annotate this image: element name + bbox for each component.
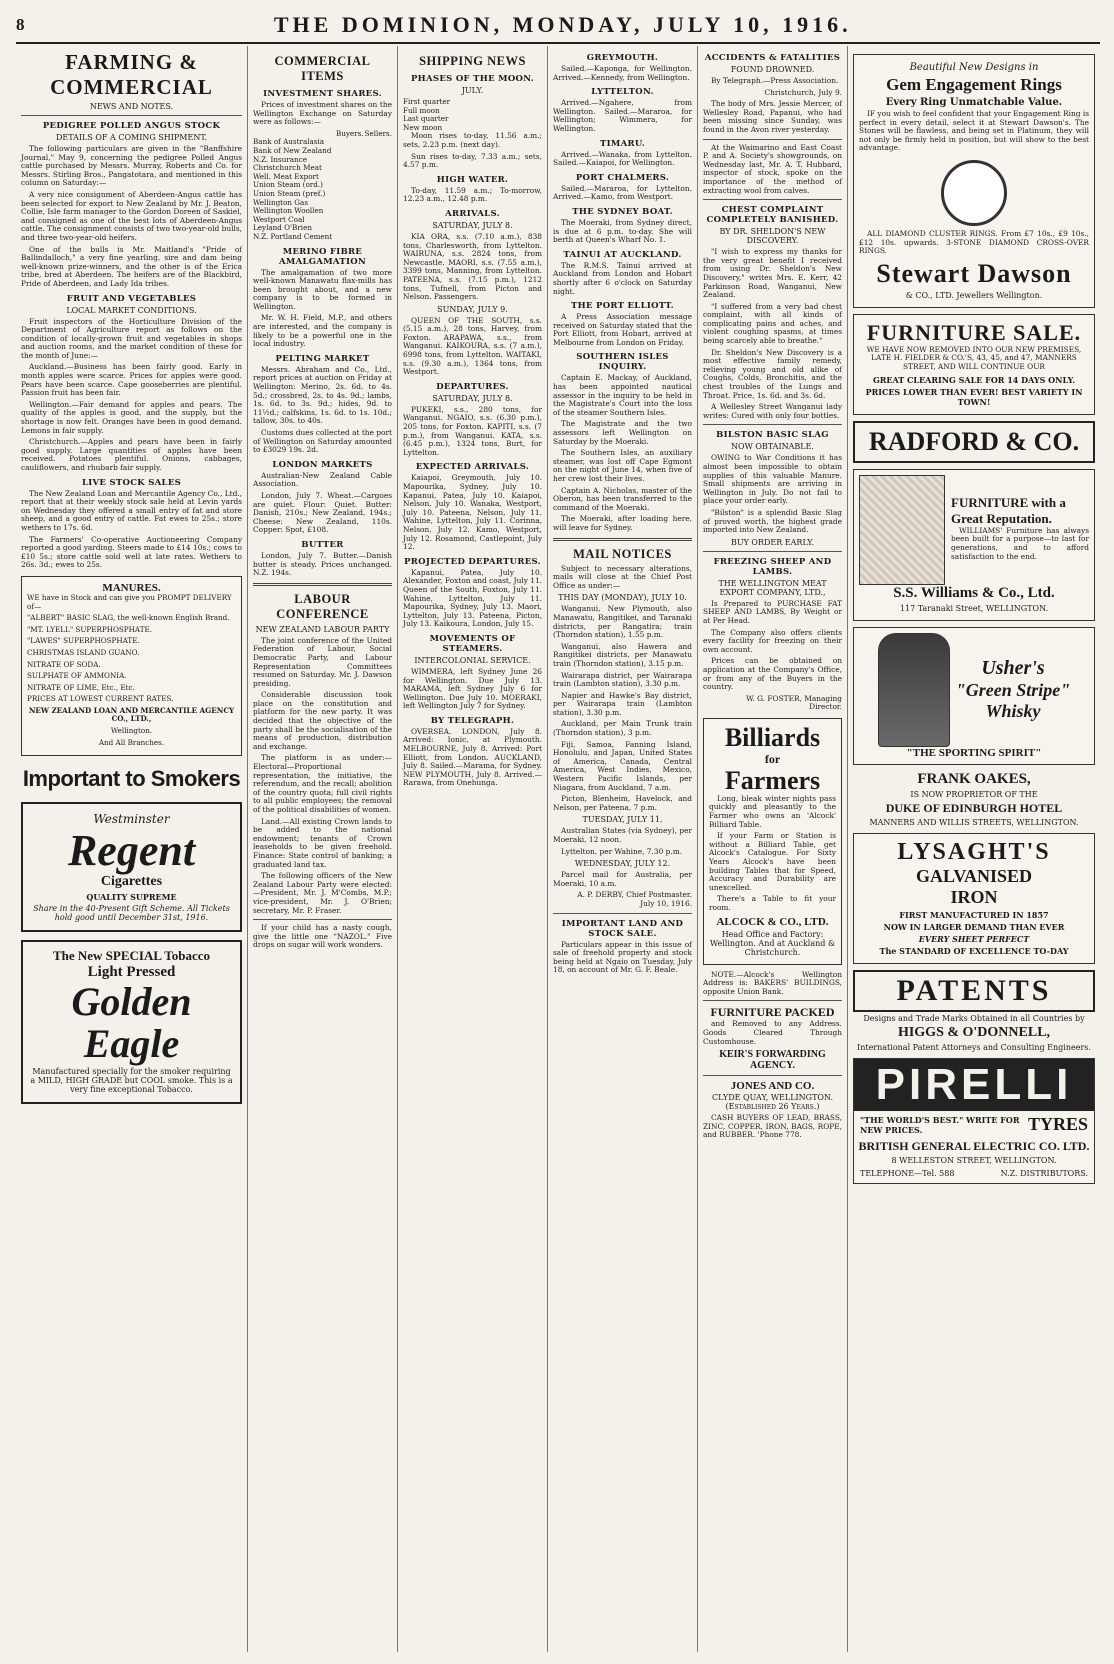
regent-line1: Cigarettes	[100, 874, 163, 890]
paragraph: There's a Table to fit your room.	[709, 894, 836, 912]
article-subheading: EXPECTED ARRIVALS.	[415, 462, 530, 473]
paragraph: Fruit inspectors of the Horticulture Division of the Department of Agriculture report as follows on the condition of locally-grown fruit and vegetables in shops and auction rooms, and the market condition of these for the month of June:—	[21, 316, 242, 360]
billiards-address: Head Office and Factory: Wellington. And at Auckland & Christchurch.	[709, 929, 836, 957]
paragraph: A Wellesley Street Wanganui lady writes: Cured with only four bottles.	[703, 402, 842, 420]
eagle-logo: Golden Eagle	[71, 979, 192, 1067]
paragraph: Australian-New Zealand Cable Association.	[253, 470, 392, 489]
paragraph: Dr. Sheldon's New Discovery is a most effective family remedy, relieving young and old alike of Coughs, Colds, Bronchitis, and the chest troubles of the Lungs and Throat. Price, 1s. 6d. and 3s. 6d.	[703, 347, 842, 400]
oakes-heading: FRANK OAKES,	[917, 770, 1031, 787]
date-line: INTERCOLONIAL SERVICE.	[414, 655, 531, 665]
williams-address: 117 Taranaki Street, WELLINGTON.	[899, 603, 1049, 613]
advert-line: SULPHATE OF AMMONIA.	[27, 671, 127, 681]
jones-heading: JONES AND CO.	[730, 1080, 815, 1093]
jones-address: CLYDE QUAY, WELLINGTON. (Established 26 Years.)	[711, 1093, 833, 1112]
article-heading: COMMERCIAL ITEMS	[274, 54, 371, 83]
pirelli-company: BRITISH GENERAL ELECTRIC CO. LTD.	[858, 1138, 1090, 1153]
regent-cigarettes-advert	[21, 802, 242, 932]
paragraph: QUEEN OF THE SOUTH, s.s. (5.15 a.m.), 28 tons, Harvey, from Foxton. ARAPAWA, s.s., from Wanganui. KAIKOURA, s.s. (7 a.m.), 6998 tons, from Lyttelton. WAITAKI, s.s. (9.30 a.m.), 1364 tons, from Westport.	[403, 315, 542, 377]
ring-picture	[941, 160, 1007, 226]
pirelli-tagline: "THE WORLD'S BEST." WRITE FOR NEW PRICES.	[860, 1114, 1020, 1135]
regent-line2: QUALITY SUPREME	[86, 892, 177, 903]
furniture-sale-line: PRICES LOWER THAN EVER! BEST VARIETY IN TOWN!	[865, 386, 1083, 407]
article-heading: LABOUR CONFERENCE	[276, 591, 369, 621]
lysaghts-line: EVERY SHEET PERFECT	[918, 933, 1030, 944]
date-line: WEDNESDAY, JULY 12.	[574, 859, 671, 869]
article-heading: MERINO FIBRE AMALGAMATION	[278, 246, 367, 267]
paragraph: Arrived.—Ngahere, from Wellington. Sailed.—Mararoa, for Wellington; Wimmera, for Wellington.	[553, 98, 692, 133]
table-row: First quarter	[403, 97, 451, 106]
article-subheading: LOCAL MARKET CONDITIONS.	[66, 305, 197, 315]
oakes-line: IS NOW PROPRIETOR OF THE	[910, 789, 1038, 799]
advert-heading: MANURES.	[102, 581, 161, 594]
table-row: Westport Coal	[253, 214, 305, 224]
paragraph: Sun rises to-day, 7.33 a.m.; sets, 4.57 p.m.	[403, 151, 542, 170]
paragraph: Wellington.—Fair demand for apples and pears. The quality of the apples is good, and the supply, but the shortage is now felt. Oranges have been in good demand. Lemons in fair supply.	[21, 399, 242, 435]
table-row: Wellington Woollen	[253, 206, 324, 216]
advert-line: "MT. LYELL" SUPERPHOSPHATE.	[27, 624, 153, 634]
table-row: N.Z. Portland Cement	[253, 231, 333, 241]
table-row: Well. Meat Export	[253, 171, 319, 181]
advert-company: NEW ZEALAND LOAN AND MERCANTILE AGENCY CO., LTD.,	[28, 705, 235, 724]
article-subheading: TAINUI AT AUCKLAND.	[563, 249, 682, 260]
paragraph: If your Farm or Station is without a Billiard Table, get Alcock's Catalogue. For Sixty Years Alcock's have been building Tables that for Speed, Accuracy and Durability are unexcelled.	[709, 831, 836, 892]
furniture-sale-heading: FURNITURE SALE.	[866, 319, 1082, 345]
paragraph: Wairarapa district, per Wairarapa train (Lambton station), 3.30 p.m.	[553, 670, 692, 689]
patents-heading: PATENTS	[853, 970, 1095, 1012]
whisky-label: Whisky	[985, 701, 1041, 722]
paragraph: A Press Association message received on Saturday stated that the Port Elliott, from Hobart, arrived at Melbourne from London on Friday.	[553, 312, 692, 347]
date-line: Christchurch, July 9.	[764, 87, 842, 97]
packing-heading: FURNITURE PACKED	[710, 1005, 835, 1020]
paragraph: The Moeraki, after loading here, will leave for Sydney.	[553, 514, 692, 532]
paragraph: KIA ORA, s.s. (7.10 a.m.), 838 tons, Charlesworth, from Lyttelton. WAIRUNA, s.s. 2824 tons, from Newcastle. MAORI, s.s. (7.55 a.m.), 3399 tons, Manning, from Lyttelton. PATEENA, s.s. (7.15 p.m.), 1212 tons, Tufnell, from Picton and Nelson. Passengers.	[403, 231, 542, 302]
paragraph: By Telegraph.—Press Association.	[711, 76, 839, 85]
paragraph: WE HAVE NOW REMOVED INTO OUR NEW PREMISES, LATE H. FIELDER & CO.'S, 43, 45, and 47, MANNERS STREET, AND WILL CONTINUE OUR	[866, 344, 1082, 371]
williams-company: S.S. Williams & Co., Ltd.	[893, 584, 1055, 601]
paragraph: "Bilston" is a splendid Basic Slag of proved worth, the highest grade imported into New Zealand.	[703, 507, 842, 535]
paragraph: NOTE.—Alcock's Wellington Address is: BAKERS' BUILDINGS, opposite Union Bank.	[703, 969, 842, 996]
lysaghts-line: NOW IN LARGER DEMAND THAN EVER	[883, 921, 1065, 932]
advert-city: Wellington.	[110, 726, 153, 736]
advert-line: NITRATE OF LIME, Etc., Etc.	[27, 682, 135, 692]
lysaghts-advert	[853, 833, 1095, 964]
article-heading: CHEST COMPLAINT COMPLETELY BANISHED.	[706, 205, 839, 226]
pirelli-distributors: N.Z. DISTRIBUTORS.	[1000, 1168, 1088, 1178]
paragraph: The amalgamation of two more well-known Manawatu flax-mills has been brought about, and a new company is to be formed in Wellington.	[253, 267, 392, 311]
eagle-foot: Manufactured specially for the smoker requiring a MILD, HIGH GRADE but COOL smoke. This is a very fine exceptional Tobacco.	[30, 1067, 233, 1095]
paragraph: Wanganui, also Hawera and Rangitikei districts, per Manawatu train (Thorndon station), 3.15 p.m.	[553, 641, 692, 668]
moon-table	[403, 98, 542, 132]
pirelli-telephone: TELEPHONE—Tel. 588	[860, 1168, 955, 1178]
billiards-title: Billiards	[724, 722, 821, 752]
article-heading: LIVE STOCK SALES	[81, 477, 182, 488]
stewart-dawson-foot: & CO., LTD. Jewellers Wellington.	[905, 290, 1043, 300]
paragraph: Customs dues collected at the port of Wellington on Saturday amounted to £3029 19s. 2d.	[253, 428, 392, 455]
date-line: TUESDAY, JULY 11.	[582, 815, 663, 825]
article-heading: PEDIGREE POLLED ANGUS STOCK	[42, 121, 221, 131]
sporting-spirit: "THE SPORTING SPIRIT"	[906, 746, 1042, 759]
paragraph: Sailed.—Kaponga, for Wellington. Arrived.—Kennedy, from Wellington.	[553, 64, 692, 82]
paragraph: Subject to necessary alterations, mails will close at the Chief Post Office as under:—	[553, 563, 692, 590]
pirelli-logo: PIRELLI	[854, 1059, 1094, 1111]
article-subheading: TIMARU.	[599, 138, 646, 149]
table-row: New moon	[403, 122, 443, 132]
advert-line: NITRATE OF SODA.	[27, 659, 101, 669]
article-subheading: DEPARTURES.	[436, 381, 509, 392]
paragraph: Moon rises to-day, 11.56 a.m.; sets, 2.23 p.m. (next day).	[403, 131, 542, 149]
masthead-title: THE DOMINION, MONDAY, JULY 10, 1916.	[273, 12, 852, 37]
oakes-address: MANNERS AND WILLIS STREETS, WELLINGTON.	[869, 817, 1079, 827]
shares-table	[253, 130, 392, 242]
regent-top: Westminster	[93, 812, 170, 827]
date-line: SATURDAY, JULY 8.	[432, 220, 513, 230]
paragraph: Prices can be obtained on application at the Company's Office, or from any of the Buyers in the country.	[703, 656, 842, 692]
paragraph: "I suffered from a very bad chest complaint, with all kinds of complicating pains and aches, and violent coughing spasms, at times being scarcely able to breathe."	[703, 301, 842, 346]
company-name: THE WELLINGTON MEAT EXPORT COMPANY, LTD.,	[718, 578, 827, 597]
paragraph: Sailed.—Mararoa, for Lyttelton. Arrived.—Kamo, from Westport.	[553, 183, 692, 202]
table-row: Union Steam (pref.)	[253, 188, 326, 198]
paragraph: At the Waimarino and East Coast P. and A. Society's showgrounds, on Wednesday last, Mr. A. T. Hubbard, inspector of stock, spoke on the importance of the method of extracting wool from calves.	[703, 142, 842, 195]
patents-company: HIGGS & O'DONNELL,	[897, 1024, 1051, 1040]
paragraph: The R.M.S. Tainui arrived at Auckland from London and Hobart shortly after 6 o'clock on Saturday night.	[553, 260, 692, 296]
paragraph: Picton, Blenheim, Havelock, and Nelson, per Pateena, 7 p.m.	[553, 794, 692, 812]
paragraph: Australian States (via Sydney), per Moeraki, 12 noon.	[553, 826, 692, 844]
page-number: 8	[16, 15, 26, 34]
patents-foot: International Patent Attorneys and Consulting Engineers.	[857, 1042, 1091, 1052]
article-heading: FRUIT AND VEGETABLES	[66, 293, 197, 304]
article-subheading: ARRIVALS.	[445, 208, 500, 219]
packing-company: KEIR'S FORWARDING AGENCY.	[719, 1049, 826, 1072]
paragraph: To-day, 11.59 a.m.; To-morrow, 12.23 a.m., 12.48 p.m.	[403, 185, 542, 204]
paragraph: Mr. W. H. Field, M.P., and others are interested, and the company is likely to be a powerful one in the local industry.	[253, 313, 392, 349]
date-line: THIS DAY (MONDAY), JULY 10.	[558, 593, 687, 603]
paragraph: Particulars appear in this issue of sale of freehold property and stock being held at Ngaio on Tuesday, July 18, on account of Mr. G. F. Beale.	[553, 939, 692, 975]
paragraph: PUKEKI, s.s., 280 tons, for Wanganui. NGAIO, s.s. (6.30 p.m.), 205 tons, for Foxton. KAPITI, s.s. (7 p.m.), from Wanganui. KATA, s.s. (6.45 p.m.), 1324 tons, Burt, for Lyttelton.	[403, 404, 542, 457]
paragraph: The following particulars are given in the "Banffshire Journal," May 9, concerning the pedigree Polled Angus cattle purchased by Messrs. Murray, Roberts and Co. for Messrs. Stirling Bros., Pangatotara, and mentioned in this column on Saturday:—	[21, 144, 242, 188]
paragraph: Napier and Hawke's Bay district, per Wairarapa train (Lambton station), 3.30 p.m.	[553, 690, 692, 717]
lysaghts-line: FIRST MANUFACTURED IN 1857	[899, 909, 1049, 920]
stewart-dawson-logo: Stewart Dawson	[876, 258, 1072, 288]
lysaghts-line: IRON	[950, 886, 998, 907]
article-subheading: NOW OBTAINABLE.	[731, 442, 814, 452]
column-adverts	[848, 46, 1100, 1652]
paragraph: Captain E. Mackay, of Auckland, has been appointed nautical assessor in the inquiry to be held in the Magistrate's Court into the loss of the steamer Southern Isles.	[553, 373, 692, 417]
ring-heading: Gem Engagement Rings	[886, 75, 1062, 94]
article-heading: FREEZING SHEEP AND LAMBS.	[713, 556, 832, 577]
article-subheading: PORT CHALMERS.	[575, 172, 670, 183]
section-title: FARMING & COMMERCIAL	[50, 50, 213, 99]
eagle-mid: Light Pressed	[87, 964, 176, 981]
paragraph: ALL DIAMOND CLUSTER RINGS. From £7 10s., £9 10s., £12 10s. upwards. 3-STONE DIAMOND CROSS-OVER RINGS.	[859, 228, 1089, 256]
paragraph: and Removed to any Address. Goods Cleared Through Customhouse.	[703, 1019, 842, 1046]
billiards-farmers: Farmers	[724, 765, 821, 795]
column-accidents	[698, 46, 848, 1652]
article-subheading: LYTTELTON.	[591, 87, 654, 98]
date-line: SATURDAY, JULY 8.	[432, 393, 513, 403]
article-subheading: NEW ZEALAND LABOUR PARTY	[255, 624, 390, 634]
advert-line: "LAWES" SUPERPHOSPHATE.	[27, 636, 140, 646]
ring-top: Beautiful New Designs in	[909, 62, 1039, 73]
article-subheading: THE PORT ELLIOTT.	[571, 301, 674, 312]
column-ports-mail	[548, 46, 698, 1652]
paragraph: A very nice consignment of Aberdeen-Angus cattle has been selected for export to New Zealand by Mr. J. Beaton, Collie, Isle farm manager to the Gordon Doreen of Saskiel, and consigned as one of the best lots of Aberdeen-Angus cattle. The consignment consists of two two-year-old bulls, and three two-year-old heifers.	[21, 189, 242, 242]
paragraph: Messrs. Abraham and Co., Ltd., report prices at auction on Friday at Wellington: Merino, 2s. 6d. to 4s. 5d.; crossbred, 2s. to 4s. 9d.; lambs, 1s. 6d. to 3s. 9d.; hides, 9d. to 11½d.; calfskins, 1s. 6d. to 1s. 10d.; tallow, 30s. to 40s.	[253, 364, 392, 426]
paragraph: Lyttelton, per Wahine, 7.30 p.m.	[561, 846, 683, 856]
paragraph: Land.—All existing Crown lands to be added to the national endowment; tenants of Crown leaseholds to be given freehold. Finance: State control of banking; a graduated land tax.	[253, 816, 392, 869]
paragraph: The Magistrate and the two assessors left Wellington on Saturday by the Moeraki.	[553, 419, 692, 446]
patents-advert	[853, 970, 1095, 1052]
paragraph: Kaiapoi, Greymouth, July 10. Mapourika, Sydney, July 10. Kapanui, Patea, July 10. Kaiapoi, Nelson, July 10. Wanaka, Westport, July 10. Pateena, Nelson, July 11. Wahine, Lyttelton, July 11. Corinna, Nelson, July 12. Kamo, Westport, July 12. Rosamond, Castlepoint, July 12.	[403, 473, 542, 552]
paragraph: The Farmers' Co-operative Auctioneering Company reported a good yarding. Steers made to £14 10s.; cows to £10 5s.; store cattle sold well at late rates. Wethers to 26s. 3d.; ewes to 25s.	[21, 534, 242, 570]
furniture-sale-line: GREAT CLEARING SALE FOR 14 DAYS ONLY.	[872, 374, 1076, 385]
advert-branches: And All Branches.	[98, 737, 165, 747]
paragraph: The joint conference of the United Federation of Labour, Social Democratic Party, and Labour Representation Committees resumed on Saturday. Mr. J. Dawson presiding.	[253, 635, 392, 688]
williams-furniture-advert	[853, 469, 1095, 621]
table-row: Full moon	[403, 105, 440, 115]
article-heading: BUTTER	[301, 539, 344, 550]
furniture-sale-advert	[853, 314, 1095, 415]
article-subheading: PHASES OF THE MOON.	[410, 74, 535, 84]
article-subheading: HIGH WATER.	[436, 174, 509, 185]
paragraph: Is Prepared to PURCHASE FAT SHEEP AND LAMBS, By Weight or at Per Head.	[703, 598, 842, 625]
paragraph: Auckland, per Main Trunk train (Thorndon station), 3 p.m.	[553, 719, 692, 738]
paragraph: The following officers of the New Zealand Labour Party were elected:—President, Mr. J. M'Combs, M.P.; vice-president, Mr. J. O'Brien; secretary, Mr. P. Fraser.	[253, 871, 392, 915]
paragraph: Prices of investment shares on the Wellington Exchange on Saturday were as follows:—	[253, 100, 392, 127]
advert-line: "ALBERT" BASIC SLAG, the well-known English Brand.	[27, 613, 230, 623]
table-row: Bank of New Zealand	[253, 145, 332, 155]
article-heading: SHIPPING NEWS	[419, 54, 526, 68]
oakes-notice	[853, 771, 1095, 827]
golden-eagle-advert	[21, 940, 242, 1104]
oakes-hotel: DUKE OF EDINBURGH HOTEL	[885, 800, 1063, 815]
article-heading: BILSTON BASIC SLAG	[716, 430, 829, 441]
paragraph: Fiji, Samoa, Fanning Island, Honolulu, and Japan, United States of America, Canada, Central America, West Indies, Mexico, Western Pacific Islands, per Niagara, from Auckland, 7 a.m.	[553, 739, 692, 792]
ushers-whisky-advert	[853, 627, 1095, 765]
date-line: SUNDAY, JULY 9.	[437, 304, 508, 314]
article-subheading: THE SYDNEY BOAT.	[572, 206, 673, 217]
paragraph: OVERSEA. LONDON, July 8. Arrived: Ionic, at Plymouth. MELBOURNE, July 8. Arrived: Port Elliott, from London. AUCKLAND, July 8. Sailed.—Marama, for Sydney. NEW PLYMOUTH, July 8. Arrived.—Rarawa, from Onehunga.	[403, 726, 542, 788]
table-row: Buyers. Sellers.	[335, 128, 392, 138]
article-subheading: BY TELEGRAPH.	[430, 715, 515, 726]
paragraph: If your child has a nasty cough, give the little one "NAZOL." Five drops on sugar will work wonders.	[253, 923, 392, 950]
article-subheading: BY DR. SHELDON'S NEW DISCOVERY.	[719, 227, 826, 246]
paragraph: The body of Mrs. Jessie Mercer, of Wellesley Road, Papanui, who had been missing since Sunday, was found in the Avon river yesterday.	[703, 99, 842, 134]
billiards-company: ALCOCK & CO., LTD.	[716, 915, 829, 928]
signature: A. P. DERBY, Chief Postmaster. July 10, 1916.	[577, 890, 692, 908]
paragraph: WILLIAMS' Furniture has always been built for a purpose—to last for generations, and to afford satisfaction to the end.	[951, 525, 1089, 561]
paragraph: WIMMERA, left Sydney June 26 for Wellington. Due July 13. MARAMA, left Sydney July 6 for Wellington. Due July 10. MOERAKI, left Wellington July 7 for Sydney.	[403, 666, 542, 711]
article-heading: PELTING MARKET	[275, 353, 370, 364]
paragraph: Considerable discussion took place on the constitution and platform for the new party. It was decided that the objective of the party shall be the socialisation of the means of production, distribution and exchange.	[253, 690, 392, 751]
table-row: Bank of Australasia	[253, 137, 325, 147]
table-row: Leyland O'Brien	[253, 223, 312, 233]
radford-logo: RADFORD & CO.	[853, 421, 1095, 463]
paragraph: Kapanui, Patea, July 10. Alexander, Foxton and coast, July 11. Queen of the South, Foxton, July 11. Wahine, Lyttelton, July 11. Mapourika, Sydney, July 13. Maori, Lyttelton, July 13. Pateena, Picton, July 13. Kaikoura, London, July 15.	[403, 567, 542, 629]
table-row: Christchurch Meat	[253, 163, 322, 173]
paragraph: London, July 7. Wheat.—Cargoes are quiet. Flour: Quiet. Butter: Danish, 210s.; New Zealand, 194s.; Cheese: New Zealand, 110s. Copper: Spot, £108.	[253, 490, 392, 535]
paragraph: Arrived.—Wanaka, from Lyttelton. Sailed.—Kaiapoi, for Wellington.	[553, 149, 692, 168]
paragraph: The platform is as under:—Electoral—Proportional representation, the initiative, the referendum, and the recall; abolition of the country quota; full civil rights to all public employees; the removal of the political disabilities of women.	[253, 753, 392, 814]
paragraph: Christchurch.—Apples and pears have been in fairly good supply. Large quantities of apples have been received. Potatoes plentiful. Onions, cabbages, cauliflowers, and rhubarb fair supply.	[21, 437, 242, 472]
column-commercial	[248, 46, 398, 1652]
table-row: N.Z. Insurance	[253, 154, 307, 164]
paragraph: Wanganui, New Plymouth, also Manawatu, Rangitikei, and Taranaki districts, per Rangatira; train (Thorndon station), 1.55 p.m.	[553, 604, 692, 640]
article-heading: MAIL NOTICES	[573, 546, 672, 561]
advert-line: WE have in Stock and can give you PROMPT DELIVERY of—	[27, 592, 232, 611]
paragraph: Parcel mail for Australia, per Moeraki, 10 a.m.	[553, 870, 692, 888]
green-stripe: "Green Stripe"	[955, 680, 1071, 701]
table-row: Union Steam (ord.)	[253, 180, 323, 190]
article-subheading: MOVEMENTS OF STEAMERS.	[429, 633, 516, 654]
article-subheading: BUY ORDER EARLY.	[730, 537, 815, 547]
patents-line: Designs and Trade Marks Obtained in all Countries by	[863, 1013, 1085, 1023]
masthead	[16, 8, 1100, 44]
williams-heading: FURNITURE with a Great Reputation.	[951, 494, 1066, 526]
billiards-for: for	[764, 751, 781, 766]
eagle-top: The New SPECIAL Tobacco	[52, 948, 211, 964]
regent-logo: Regent	[67, 826, 196, 876]
article-subheading: SOUTHERN ISLES INQUIRY.	[576, 352, 669, 373]
article-subheading: PROJECTED DEPARTURES.	[404, 556, 541, 567]
newspaper-page	[16, 8, 1100, 1656]
paragraph: IF you wish to feel confident that your Engagement Ring is perfect in every detail, select it at Stewart Dawson's. The Stones will be flawless, and being set in Platinum, they will not only be firmly held in position, but will show to the best advantage.	[859, 109, 1089, 153]
advert-line: CHRISTMAS ISLAND GUANO.	[27, 647, 140, 657]
whisky-bottle-picture	[878, 633, 950, 747]
stewart-dawson-advert	[853, 54, 1095, 308]
billiards-advert	[703, 718, 842, 965]
article-heading: LONDON MARKETS	[272, 459, 373, 470]
smokers-heading: Important to Smokers	[22, 766, 241, 792]
paragraph: One of the bulls is Mr. Maitland's "Pride of Ballindalloch," a very fine yearling, sire and dam being well-known prize-winners, and the other is of the Erica tribe, bred at Aberdeen. The heifers are of the Blackbird, Pride of Aberdeen, and Lady Ida tribes.	[21, 244, 242, 288]
paragraph: Auckland.—Business has been fairly good. Early in month apples were scarce. Prices for apples were good. Pears have been scarce. Cape gooseberries are plentiful. Passion fruit has been fair.	[21, 362, 242, 398]
pirelli-address: 8 WELLESTON STREET, WELLINGTON.	[891, 1155, 1057, 1165]
column-farming	[16, 46, 248, 1652]
lysaghts-line: GALVANISED	[915, 865, 1033, 886]
pirelli-tyres: TYRES	[1027, 1114, 1088, 1135]
sideboard-picture	[859, 475, 945, 585]
paragraph: The Moeraki, from Sydney direct, is due at 6 p.m. to-day. She will berth at Queen's Wharf No. 1.	[553, 217, 692, 245]
paragraph: "I wish to express my thanks for the very great benefit I received from using Dr. Sheldon's New Discovery," writes Mrs. E. Kerr, 42 Parkinson Road, Wanganui, New Zealand.	[703, 247, 842, 300]
table-row: Wellington Gas	[253, 197, 309, 207]
signature: W. G. FOSTER, Managing Director.	[746, 693, 842, 712]
article-subheading: DETAILS OF A COMING SHIPMENT.	[55, 133, 208, 142]
table-row: Last quarter	[403, 114, 449, 124]
ring-sub: Every Ring Unmatchable Value.	[885, 97, 1063, 108]
lysaghts-heading: LYSAGHT'S	[897, 838, 1051, 865]
paragraph: Long, bleak winter nights pass quickly and pleasantly to the Farmer who owns an 'Alcock' Billiard Table.	[709, 793, 836, 829]
paragraph: CASH BUYERS OF LEAD, BRASS, ZINC, COPPER, IRON, BAGS, ROPE, and RUBBER. 'Phone 778.	[703, 1113, 842, 1140]
columns	[16, 46, 1100, 1652]
manures-advert	[21, 576, 242, 756]
article-subheading: INVESTMENT SHARES.	[263, 89, 382, 99]
pirelli-advert	[853, 1058, 1095, 1184]
lysaghts-line: The STANDARD OF EXCELLENCE TO-DAY	[879, 945, 1069, 956]
article-subheading: FOUND DROWNED.	[730, 65, 815, 74]
moon-month: JULY.	[461, 86, 484, 95]
paragraph: OWING to War Conditions it has almost been impossible to obtain supplies of this valuable Manure. Small shipments are arriving in Wellington in July. Do not fail to place your order early.	[703, 453, 842, 506]
ushers-logo: Usher's	[981, 657, 1045, 680]
article-heading: ACCIDENTS & FATALITIES	[704, 53, 841, 63]
paragraph: The Southern Isles, an auxiliary steamer, was lost off Cape Egmont on the night of June 14, when five of her crew lost their lives.	[553, 448, 692, 483]
regent-line3: Share in the 40-Present Gift Scheme. All Tickets hold good until December 31st, 1916.	[33, 904, 230, 923]
article-subheading: GREYMOUTH.	[586, 53, 659, 63]
advert-line: PRICES AT LOWEST CURRENT RATES.	[27, 694, 174, 704]
paragraph: The New Zealand Loan and Mercantile Agency Co., Ltd., report that at their weekly stock sale held at Levin yards on Wednesday they offered a small entry of fat and store sheep, and a good entry of cattle. Fat ewes to 25s.; store wethers to 17s. 6d.	[21, 488, 242, 532]
column-shipping	[398, 46, 548, 1652]
paragraph: The Company also offers clients every facility for freezing on their own account.	[703, 627, 842, 654]
paragraph: London, July 7. Butter.—Danish butter is steady. Prices unchanged. N.Z. 194s.	[253, 550, 392, 578]
section-subtitle: NEWS AND NOTES.	[89, 102, 174, 111]
paragraph: Captain A. Nicholas, master of the Oberon, has been transferred to the command of the Moeraki.	[553, 485, 692, 512]
article-subheading: IMPORTANT LAND AND STOCK SALE.	[561, 918, 684, 939]
